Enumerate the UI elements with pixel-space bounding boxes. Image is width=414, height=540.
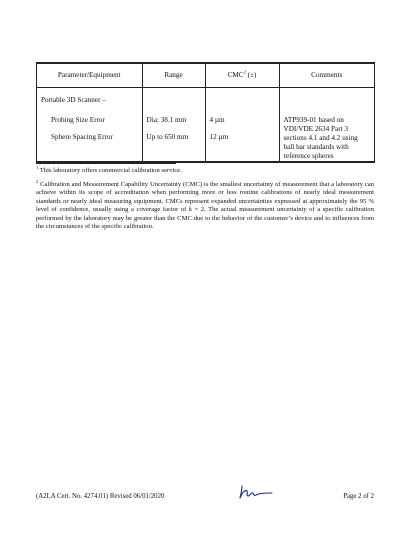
page-number: Page 2 of 2	[343, 493, 374, 500]
row-2-range: Up to 650 mm	[146, 133, 189, 141]
row-2-parameter: Sphere Spacing Error	[51, 133, 113, 141]
footnote-2-text-cont: = 2. The actual measurement uncertainty of a specific calibration performed by the laboratory may be greater than the CMC due to the behavior of the customer’s device and to influences from the circumstances of the specific calibration.	[36, 206, 375, 231]
header-parameter: Parameter/Equipment	[37, 64, 142, 88]
coverage-factor-k: k	[188, 206, 192, 214]
footnote-1-marker: 1	[36, 164, 39, 170]
header-range: Range	[142, 64, 205, 88]
header-comments: Comments	[279, 64, 374, 88]
signature-icon	[236, 484, 276, 500]
row-1-cmc: 4 µm	[209, 116, 225, 124]
table-header-row	[37, 64, 374, 88]
header-cmc-suffix: (±)	[245, 71, 257, 79]
footnote-1-text: This laboratory offers commercial calibration service.	[39, 167, 182, 174]
footnote-divider	[36, 163, 176, 164]
footnote-2-marker: 2	[36, 178, 39, 184]
row-2-cmc: 12 µm	[209, 133, 229, 141]
footnote-1	[36, 164, 374, 175]
table-row	[37, 88, 374, 162]
header-cmc-label: CMC	[227, 71, 244, 79]
footer-cert-info: (A2LA Cert. No. 4274.01) Revised 06/01/2020	[36, 493, 165, 500]
header-cmc	[205, 64, 279, 88]
comments-cell: ATP939-01 based on VDI/VDE 2634 Part 3 sections 4.1 and 4.2 using ball bar standards with reference spheres	[283, 116, 358, 160]
footnote-2	[36, 178, 375, 232]
footnote-ref-2: 2	[243, 69, 246, 75]
row-1-parameter: Probing Size Error	[51, 116, 105, 124]
scope-table	[36, 62, 375, 163]
row-1-range: Dia: 38.1 mm	[146, 116, 187, 124]
group-title: Portable 3D Scanner –	[41, 96, 106, 104]
footnote-2-text: Calibration and Measurement Capability Uncertainty (CMC) is the smallest uncertainty of measurement that a laboratory can achieve within its scope of accreditation when performing more or less routine calibrations of nearly ideal measurement standards or nearly ideal measuring equipment. CMCs represent expanded uncertainties expressed at approximately the 95 % level of confidence, usually using a coverage factor of	[36, 181, 374, 214]
